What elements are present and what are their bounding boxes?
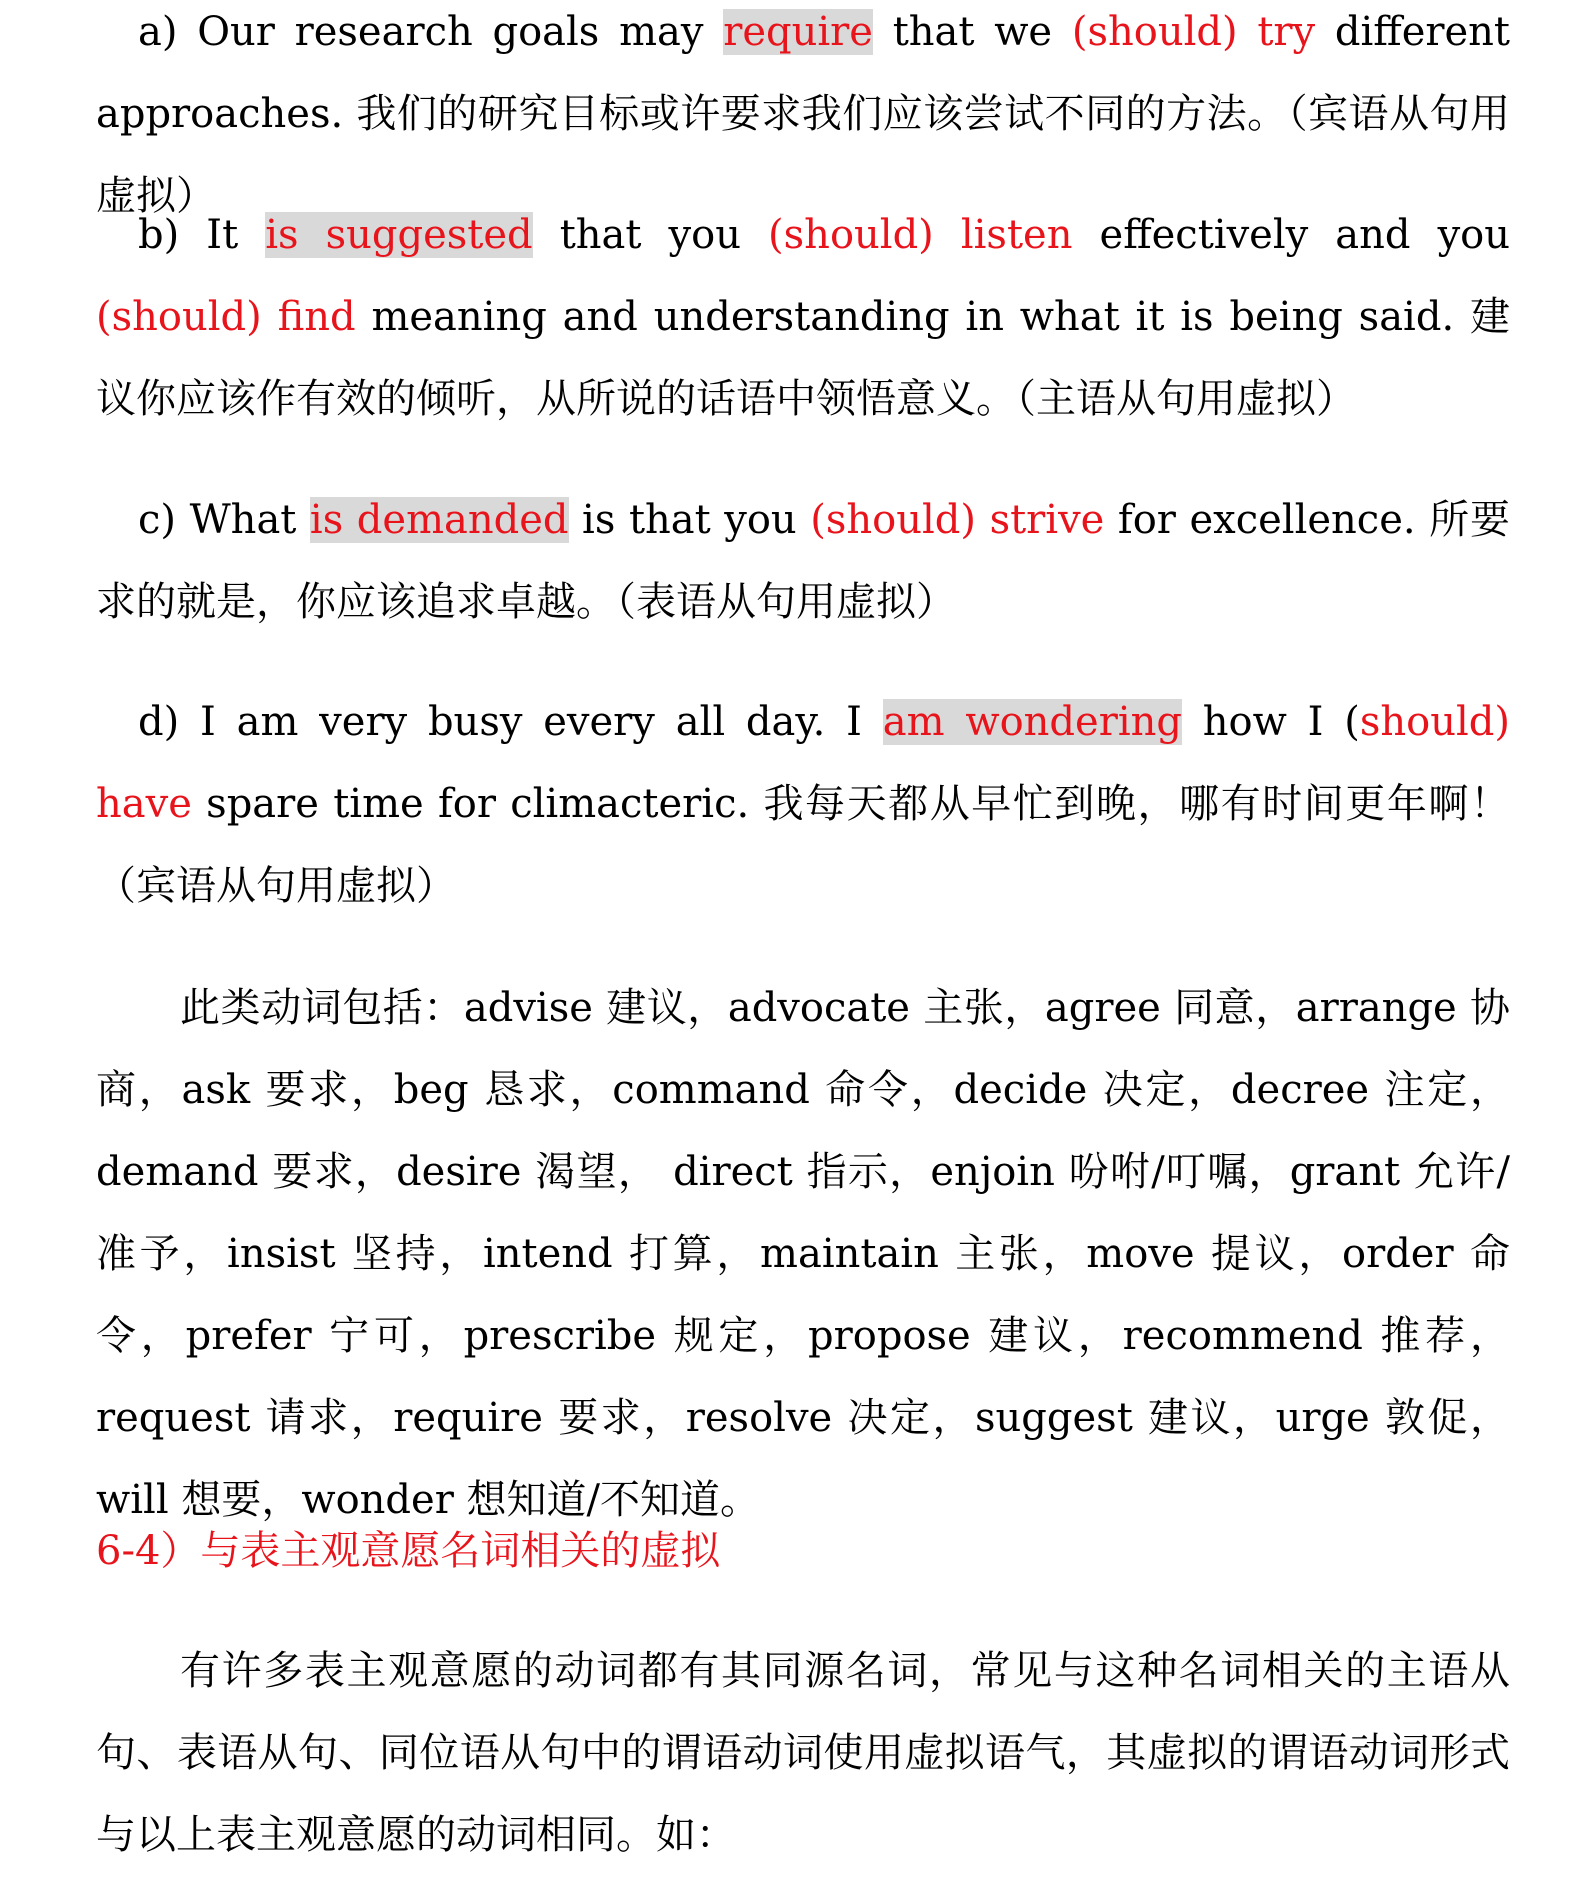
text: that you — [532, 212, 769, 258]
text: d) I am very busy every all day. I — [138, 699, 883, 745]
subjunctive-verb: (should) listen — [768, 212, 1073, 258]
text: effectively and you — [1072, 212, 1511, 258]
text: how I ( — [1181, 699, 1360, 745]
highlighted-verb: am wondering — [882, 699, 1182, 745]
text: spare time for climacteric. 我每天都从早忙到晚，哪有时间更年啊！（宾语从句用虚拟） — [96, 781, 1510, 909]
text: b) It — [138, 212, 266, 258]
subjunctive-verb: (should) strive — [810, 497, 1105, 543]
section-body: 有许多表主观意愿的动词都有其同源名词，常见与这种名词相关的主语从句、表语从句、同位语从句中的谓语动词使用虚拟语气，其虚拟的谓语动词形式与以上表主观意愿的动词相同。如： — [96, 1648, 1510, 1858]
text: different approaches. 我们的研究目标或许要求我们应该尝试不同的方法。（宾语从句用虚拟） — [96, 9, 1511, 219]
section-heading: 6-4）与表主观意愿名词相关的虚拟 — [96, 1528, 721, 1574]
subjunctive-verb: (should) find — [96, 294, 356, 340]
verb-list-paragraph: 此类动词包括：advise 建议，advocate 主张，agree 同意，arrange 协商，ask 要求，beg 恳求，command 命令，decide 决定，decree 注定，demand 要求，desire 渴望， direct 指示，enjoin 吩咐/叮嘱，grant 允许/准予，insist 坚持，intend 打算，maintain 主张，move 提议，order 命令，prefer 宁可，prescribe 规定，propose 建议，recommend 推荐，request 请求，require 要求，resolve 决定，suggest 建议，urge 敦促，will 想要，wonder 想知道/不知道。 — [96, 985, 1510, 1523]
highlighted-verb: is demanded — [309, 497, 569, 543]
subjunctive-verb: (should) try — [1071, 9, 1316, 55]
example-b — [96, 194, 1510, 440]
text: is that you — [568, 497, 811, 543]
highlighted-verb: is suggested — [265, 212, 533, 258]
text: a) Our research goals may — [138, 9, 724, 55]
example-d — [96, 681, 1510, 927]
highlighted-verb: require — [723, 9, 873, 55]
text: c) What — [138, 497, 310, 543]
text: for excellence. 所要求的就是，你应该追求卓越。（表语从句用虚拟） — [96, 497, 1510, 625]
subjunctive-verb: should) have — [96, 699, 1510, 827]
text: meaning and understanding in what it is being said. 建议你应该作有效的倾听，从所说的话语中领悟意义。（主语从句用虚拟） — [96, 294, 1510, 422]
text: that we — [872, 9, 1072, 55]
example-c — [96, 479, 1510, 643]
